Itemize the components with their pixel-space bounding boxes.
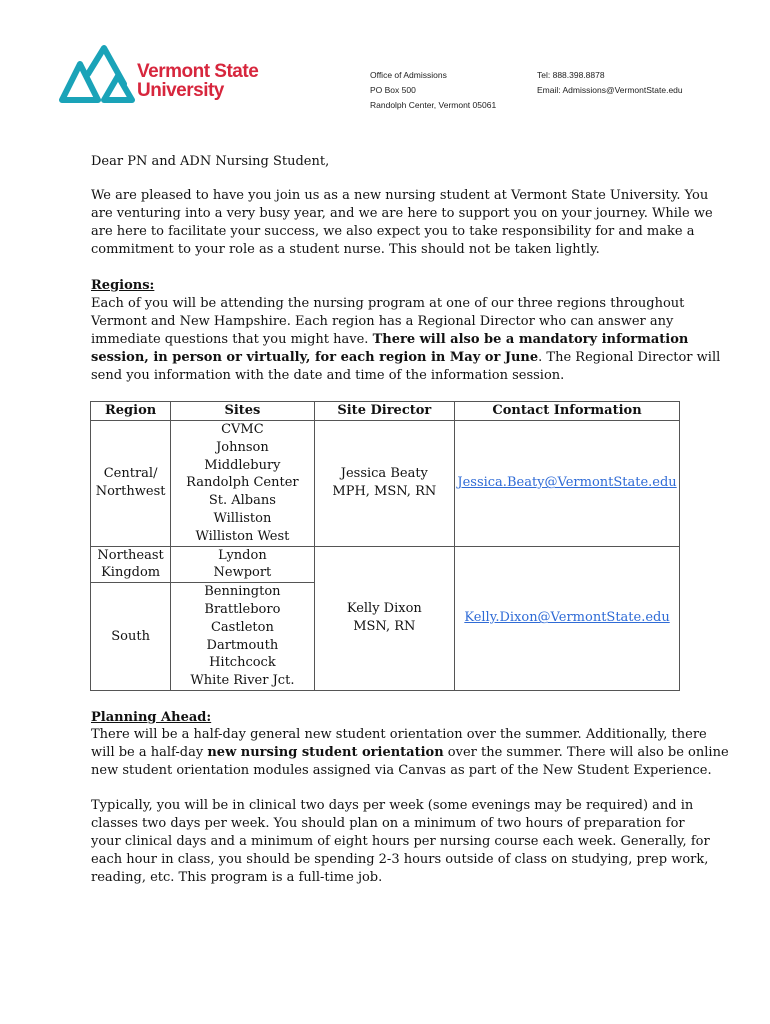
text-line: Each of you will be attending the nursing program at one of our three regions throughout [91,296,685,311]
text-line: your clinical days and a minimum of eight hours per nursing course each week. Generally, for [91,834,710,849]
director-cell [314,421,454,547]
sites-cell [171,583,314,691]
text-span: . The Regional Director will [538,350,721,365]
director-name: Kelly Dixon [346,601,422,617]
office-contact [537,68,683,98]
text-line: Vermont and New Hampshire. Each region has a Regional Director who can answer any [91,314,674,329]
address-line: Randolph Center, Vermont 05061 [370,100,497,110]
site-name: Lyndon [218,547,267,563]
region-cell [91,546,171,583]
site-name: Williston West [195,528,290,544]
telephone: Tel: 888.398.8878 [537,70,605,80]
greeting: Dear PN and ADN Nursing Student, [91,154,330,169]
director-cell [314,546,454,690]
email-address: Email: Admissions@VermontState.edu [537,85,683,95]
email-link[interactable]: Kelly.Dixon@VermontState.edu [464,610,670,626]
region-name: Kingdom [101,565,161,581]
contact-cell [455,546,680,690]
address-line: Office of Admissions [370,70,447,80]
office-address [370,68,496,113]
regions-heading: Regions: [91,278,155,293]
site-name: Bennington [204,584,281,600]
text-line: There will be a half-day general new student orientation over the summer. Additionally, there [91,727,707,742]
text-line: Typically, you will be in clinical two days per week (some evenings may be required) and in [91,798,694,813]
site-name: CVMC [221,422,264,437]
text-span: will be a half-day [91,745,208,760]
site-name: Williston [213,510,272,526]
site-name: Newport [213,565,272,581]
email-link[interactable]: Jessica.Beaty@VermontState.edu [457,475,677,491]
text-line: send you information with the date and time of the information session. [91,368,565,383]
table-row [91,546,680,583]
director-credentials: MPH, MSN, RN [332,484,437,500]
logo-line-1: Vermont State [137,61,259,82]
table-row [91,421,680,547]
text-line: are venturing into a very busy year, and we are here to support you on your journey. While we [91,206,713,221]
site-name: Brattleboro [204,601,281,617]
site-name: St. Albans [208,493,276,509]
text-span: over the summer. There will also be online [443,745,729,760]
header-site-director: Site Director [314,402,454,421]
text-line [91,331,691,349]
bold-text: session, in person or virtually, for each region in May or June [91,350,539,365]
table-header-row [91,402,680,421]
text-line [91,349,721,367]
site-name: Castleton [210,619,274,635]
contact-cell [455,421,680,547]
intro-paragraph [91,187,713,259]
text-line: each hour in class, you should be spending 2-3 hours outside of class on studying, prep work, [91,852,709,867]
region-cell [91,421,171,547]
site-name: Johnson [216,439,269,455]
region-name: Northeast [97,547,164,563]
region-name: Northwest [95,484,166,500]
site-name: Dartmouth [206,637,279,653]
bold-text: new nursing student orientation [207,745,444,760]
regions-table [90,401,680,691]
site-name: White River Jct. [190,673,295,689]
header-sites: Sites [171,402,314,421]
text-line: new student orientation modules assigned via Canvas as part of the New Student Experience. [91,763,712,778]
site-name: Hitchcock [209,655,276,671]
text-line: We are pleased to have you join us as a new nursing student at Vermont State University. You [91,188,709,203]
logo-line-2: University [137,80,224,101]
bold-text: There will also be a mandatory information [372,332,689,347]
director-credentials: MSN, RN [353,619,416,635]
planning-paragraph [91,726,729,780]
planning-heading: Planning Ahead: [91,710,212,725]
director-name: Jessica Beaty [340,466,428,482]
regions-paragraph [91,295,721,385]
site-name: Randolph Center [186,475,299,491]
text-line: reading, etc. This program is a full-time job. [91,870,383,885]
sites-cell [171,546,314,583]
header-region: Region [91,402,171,421]
region-cell: South [91,583,171,691]
text-line: classes two days per week. You should plan on a minimum of two hours of preparation for [91,816,685,831]
sites-cell [171,421,314,547]
site-name: Middlebury [204,457,281,473]
region-name: Central/ [103,466,158,482]
schedule-paragraph [91,797,710,887]
text-span: immediate questions that you might have. [91,332,373,347]
text-line [91,744,729,762]
text-line: commitment to your role as a student nurse. This should not be taken lightly. [91,242,600,257]
logo-wordmark [137,62,258,100]
text-line: are here to facilitate your success, we also expect you to take responsibility for and make a [91,224,695,239]
address-line: PO Box 500 [370,85,416,95]
header-contact-information: Contact Information [455,402,680,421]
